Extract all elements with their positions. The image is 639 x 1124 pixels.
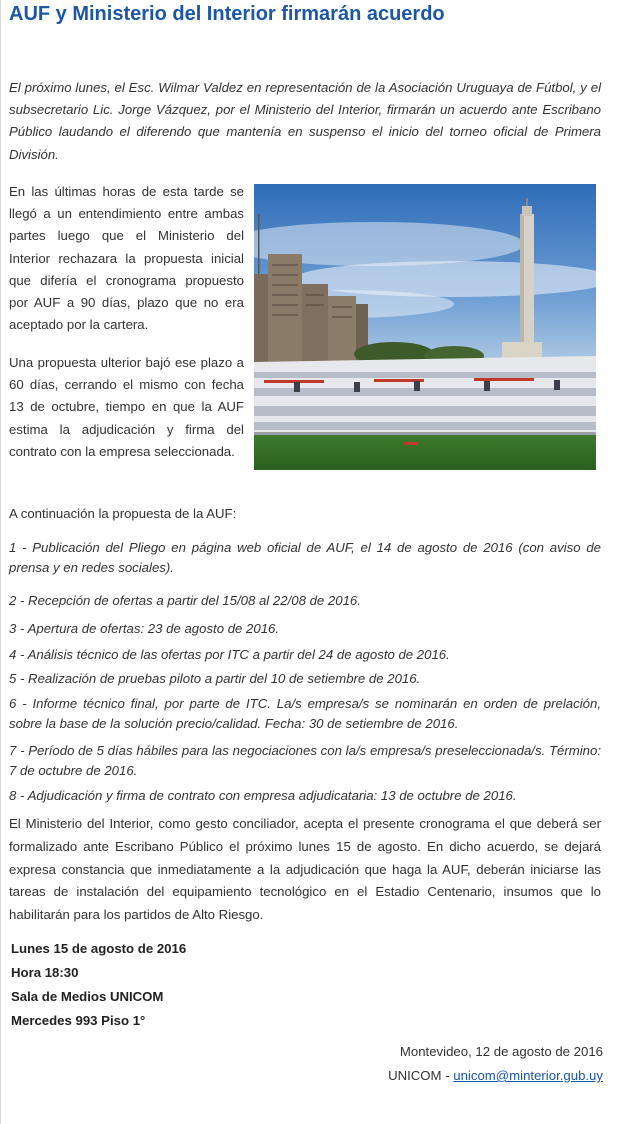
proposal-item-2: 2 - Recepción de ofertas a partir del 15/08 al 22/08 de 2016. xyxy=(9,593,361,608)
article-title: AUF y Ministerio del Interior firmarán acuerdo xyxy=(9,3,445,25)
paragraph-2: Una propuesta ulterior bajó ese plazo a 60 días, cerrando el mismo con fecha 13 de octubre, tiempo en que la AUF estima la adjudicación y firma del contrato con la empresa seleccionada. xyxy=(9,355,244,459)
signature-line xyxy=(388,1068,603,1083)
signature-place-date: Montevideo, 12 de agosto de 2016 xyxy=(399,1044,603,1059)
proposal-item-7: 7 - Período de 5 días hábiles para las negociaciones con la/s empresa/s preseleccionada/s. Término: 7 de octubre de 2016. xyxy=(9,743,601,778)
event-date: Lunes 15 de agosto de 2016 xyxy=(11,941,187,956)
event-venue: Sala de Medios UNICOM xyxy=(11,989,164,1004)
proposal-intro: A continuación la propuesta de la AUF: xyxy=(9,506,237,521)
proposal-item-8: 8 - Adjudicación y firma de contrato con empresa adjudicataria: 13 de octubre de 2016. xyxy=(9,788,517,803)
signature-email-link[interactable]: unicom@minterior.gub.uy xyxy=(453,1068,603,1083)
event-time: Hora 18:30 xyxy=(11,965,79,980)
proposal-item-1: 1 - Publicación del Pliego en página web oficial de AUF, el 14 de agosto de 2016 (con aviso de prensa y en redes sociales). xyxy=(9,540,601,575)
event-address: Mercedes 993 Piso 1° xyxy=(11,1013,146,1028)
proposal-item-3: 3 - Apertura de ofertas: 23 de agosto de 2016. xyxy=(9,621,280,636)
left-border xyxy=(0,0,1,1124)
closing-paragraph: El Ministerio del Interior, como gesto conciliador, acepta el presente cronograma el que deberá ser formalizado ante Escribano Público el próximo lunes 15 de agosto. En dicho acuerdo, se dejará expresa constancia que inmediatamente a la adjudicación que haga la AUF, deberán iniciarse las tareas de instalación del equipamiento tecnológico en el Estadio Centenario, insumos que lo habilitarán para los partidos de Alto Riesgo. xyxy=(9,816,601,923)
stadium-photo xyxy=(254,184,596,470)
signature-org: UNICOM - xyxy=(388,1068,454,1083)
proposal-item-5: 5 - Realización de pruebas piloto a partir del 10 de setiembre de 2016. xyxy=(9,671,421,686)
proposal-item-4: 4 - Análisis técnico de las ofertas por ITC a partir del 24 de agosto de 2016. xyxy=(9,647,450,662)
article-lead: El próximo lunes, el Esc. Wilmar Valdez en representación de la Asociación Uruguaya de Fútbol, y el subsecretario Lic. Jorge Vázquez, por el Ministerio del Interior, firmarán un acuerdo ante Escribano Público laudando el diferendo que mantenía en suspenso el inicio del torneo oficial de Primera División. xyxy=(9,80,601,162)
paragraph-1: En las últimas horas de esta tarde se llegó a un entendimiento entre ambas partes luego que el Ministerio del Interior rechazara la propuesta inicial que difería el cronograma propuesto por AUF a 90 días, plazo que no era aceptado por la cartera. xyxy=(9,184,244,333)
proposal-item-6: 6 - Informe técnico final, por parte de ITC. La/s empresa/s se nominarán en orden de prelación, sobre la base de la solución precio/calidad. Fecha: 30 de setiembre de 2016. xyxy=(9,696,601,731)
